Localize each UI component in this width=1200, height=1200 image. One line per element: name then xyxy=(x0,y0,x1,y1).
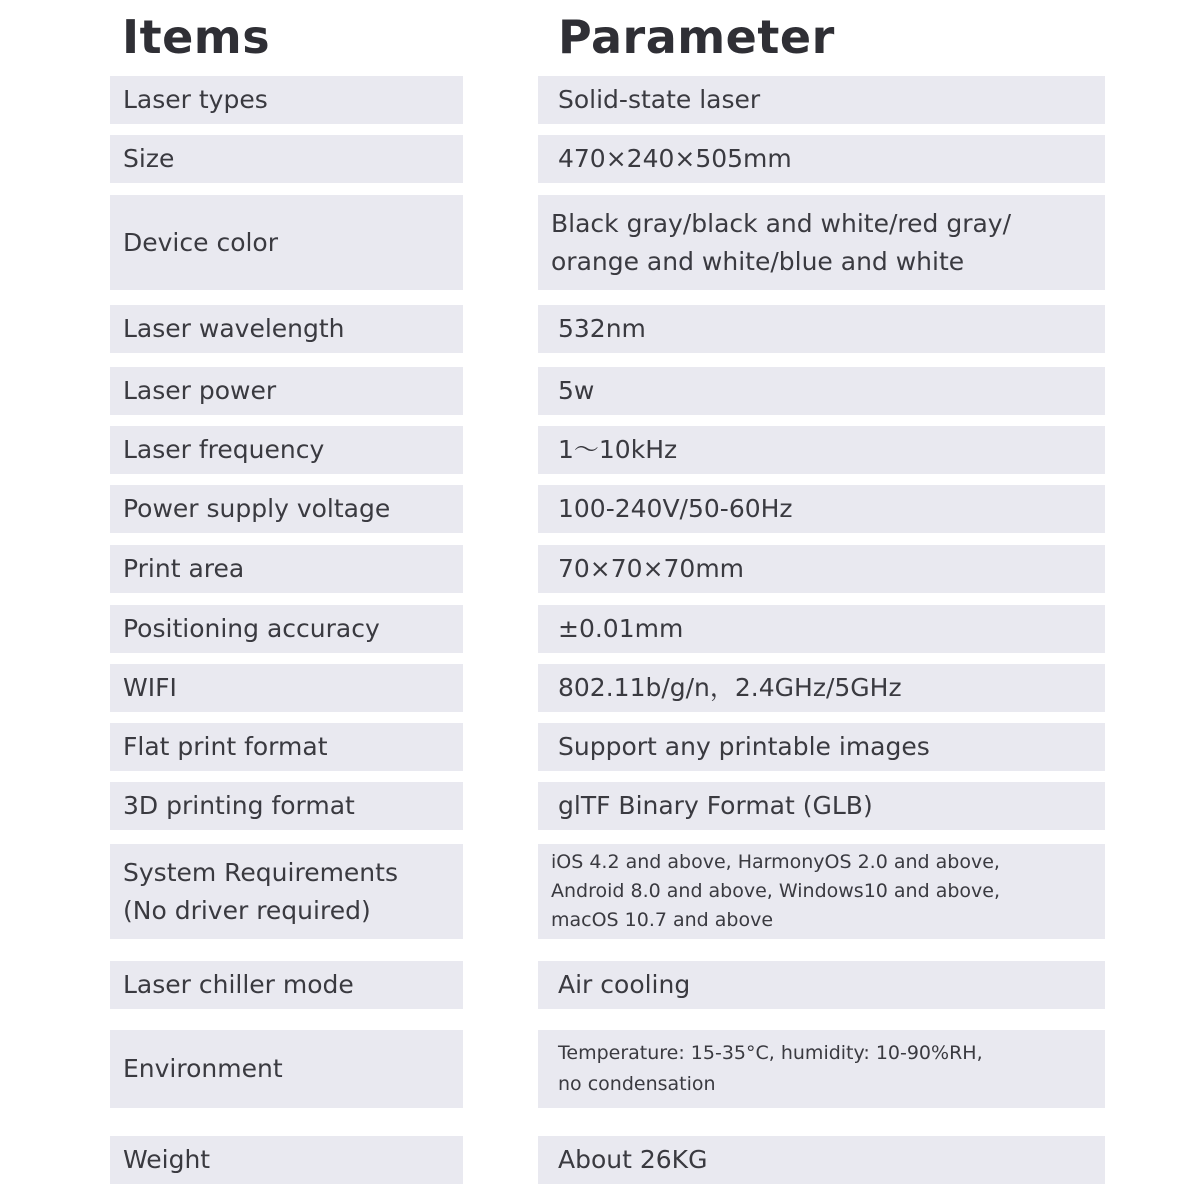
parameter-cell xyxy=(538,961,1105,1009)
parameter-value: iOS 4.2 and above, HarmonyOS 2.0 and above, Android 8.0 and above, Windows10 and above, macOS 10.7 and above xyxy=(551,851,1000,931)
item-cell xyxy=(110,605,463,653)
item-cell xyxy=(110,664,463,712)
item-label: 3D printing format xyxy=(123,791,355,820)
parameter-cell xyxy=(538,426,1105,474)
item-label: Laser chiller mode xyxy=(123,970,354,999)
parameter-value: Support any printable images xyxy=(558,732,930,761)
parameter-value: 802.11b/g/n，2.4GHz/5GHz xyxy=(558,673,902,702)
item-cell xyxy=(110,367,463,415)
parameter-cell xyxy=(538,195,1105,290)
item-label: Power supply voltage xyxy=(123,494,391,523)
item-label: Laser wavelength xyxy=(123,314,345,343)
item-cell xyxy=(110,844,463,939)
item-cell xyxy=(110,195,463,290)
item-label: Device color xyxy=(123,227,279,257)
parameter-cell xyxy=(538,545,1105,593)
item-label: Flat print format xyxy=(123,732,328,761)
parameter-cell xyxy=(538,1030,1105,1108)
parameter-value: glTF Binary Format (GLB) xyxy=(558,791,873,820)
parameter-value: 470×240×505mm xyxy=(558,144,792,173)
parameter-value: About 26KG xyxy=(558,1145,708,1174)
item-cell xyxy=(110,1136,463,1184)
item-cell xyxy=(110,723,463,771)
item-label: Weight xyxy=(123,1145,211,1174)
parameter-value: Solid-state laser xyxy=(558,85,761,114)
item-cell xyxy=(110,135,463,183)
item-cell xyxy=(110,426,463,474)
parameter-cell xyxy=(538,605,1105,653)
parameter-cell xyxy=(538,844,1105,939)
item-label: Laser types xyxy=(123,85,268,114)
parameter-value: 1～10kHz xyxy=(558,435,678,464)
item-label: Environment xyxy=(123,1054,283,1083)
item-cell xyxy=(110,1030,463,1108)
item-label: WIFI xyxy=(123,673,177,702)
parameter-value: Air cooling xyxy=(558,970,691,999)
parameter-value: 532nm xyxy=(558,314,646,343)
parameter-value: Black gray/black and white/red gray/ orange and white/blue and white xyxy=(551,208,1012,276)
parameter-value: ±0.01mm xyxy=(558,614,684,643)
parameter-cell xyxy=(538,723,1105,771)
item-label: Positioning accuracy xyxy=(123,614,380,643)
item-cell xyxy=(110,485,463,533)
parameter-cell xyxy=(538,485,1105,533)
item-cell xyxy=(110,961,463,1009)
parameter-cell xyxy=(538,664,1105,712)
parameter-value: 70×70×70mm xyxy=(558,554,745,583)
item-cell xyxy=(110,545,463,593)
parameter-cell xyxy=(538,76,1105,124)
parameter-cell xyxy=(538,305,1105,353)
item-label: Size xyxy=(123,144,175,173)
parameter-value: Temperature: 15-35°C, humidity: 10-90%RH, no condensation xyxy=(558,1042,983,1095)
item-label: Laser power xyxy=(123,376,277,405)
parameter-cell xyxy=(538,367,1105,415)
parameter-cell xyxy=(538,782,1105,830)
item-label: Print area xyxy=(123,554,245,583)
parameter-value: 100-240V/50-60Hz xyxy=(558,494,793,523)
items-column-header: Items xyxy=(122,10,271,64)
parameter-column-header: Parameter xyxy=(558,10,835,64)
item-cell xyxy=(110,76,463,124)
parameter-cell xyxy=(538,1136,1105,1184)
item-cell xyxy=(110,782,463,830)
parameter-value: 5w xyxy=(558,376,595,405)
parameter-cell xyxy=(538,135,1105,183)
item-label: Laser frequency xyxy=(123,435,325,464)
item-label: System Requirements (No driver required) xyxy=(123,857,398,925)
item-cell xyxy=(110,305,463,353)
